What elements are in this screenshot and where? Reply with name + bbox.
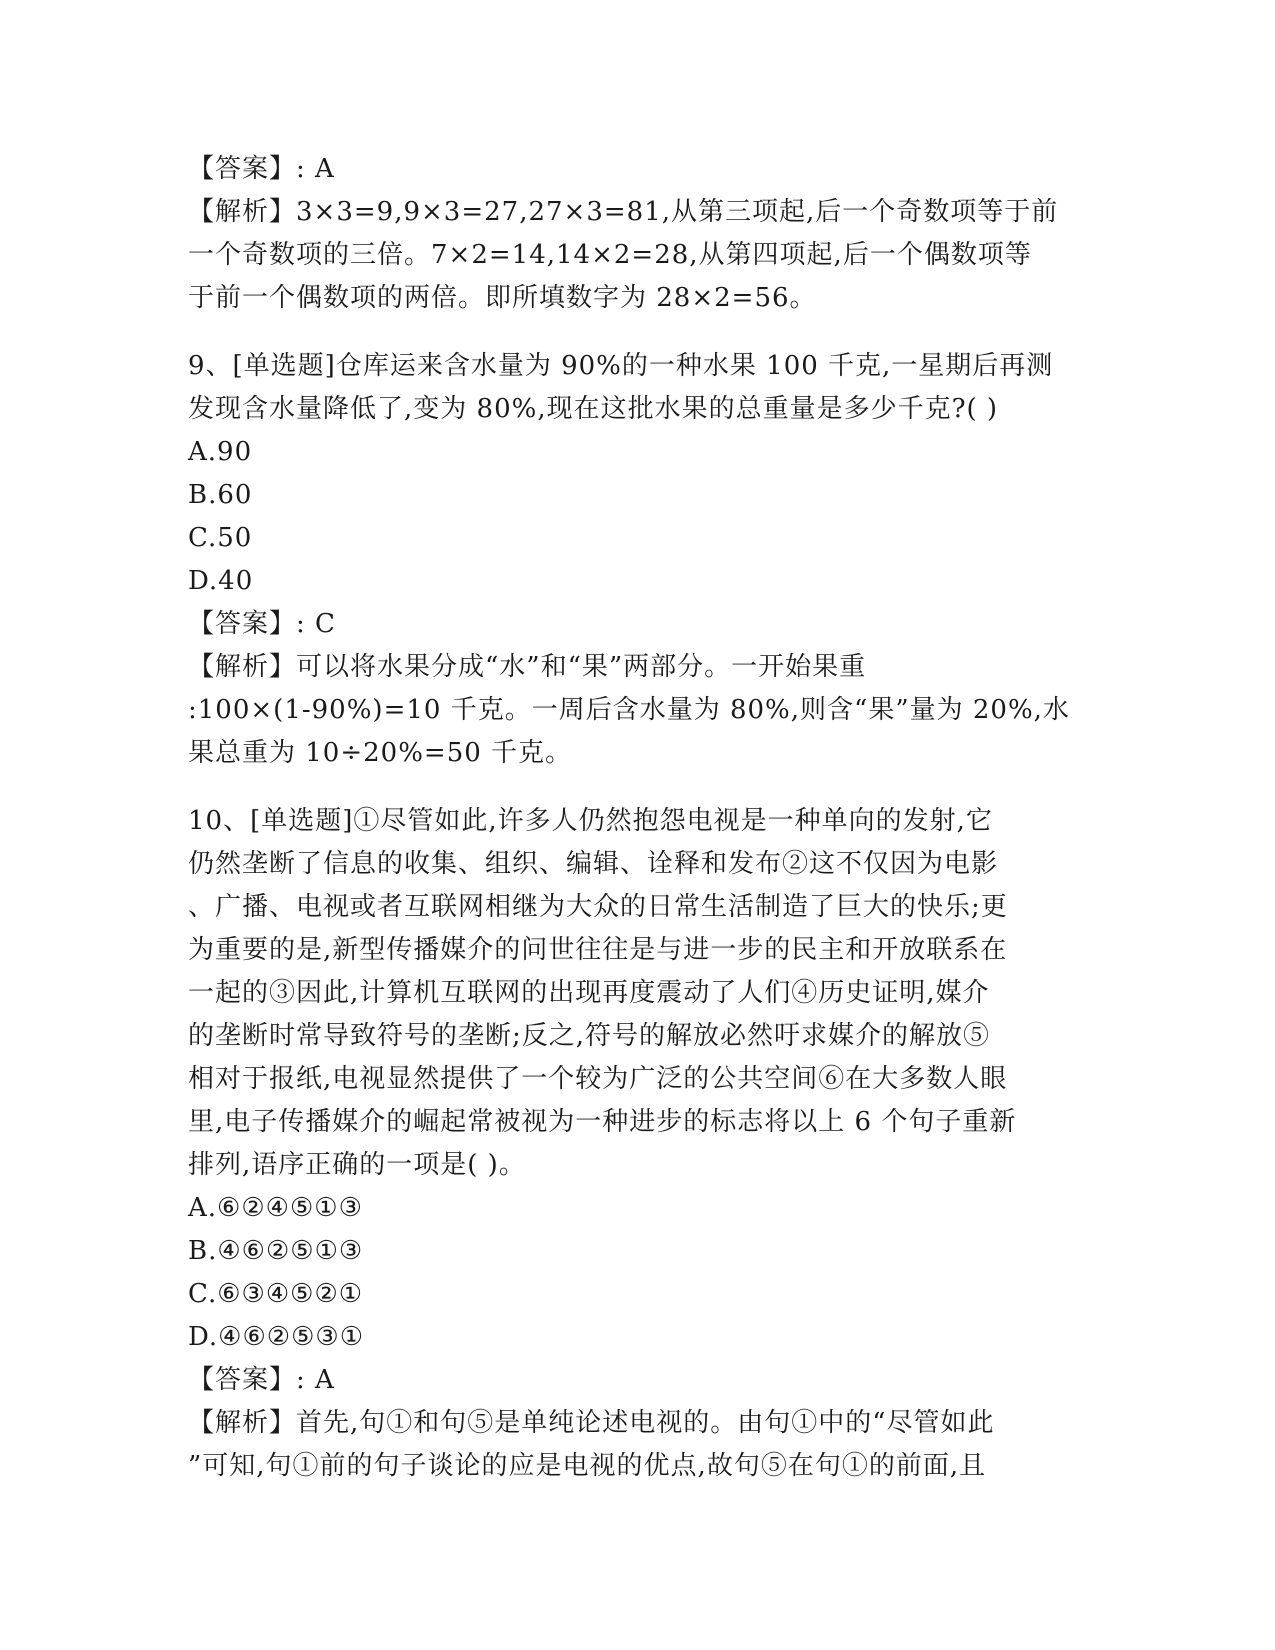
option-a: A.⑥②④⑤①③ <box>188 1193 363 1223</box>
question-text-line: 9、[单选题]仓库运来含水量为 90%的一种水果 100 千克,一星期后再测 <box>188 351 1054 381</box>
answer-line: 【答案】: C <box>188 609 336 639</box>
analysis-line: 【解析】可以将水果分成“水”和“果”两部分。一开始果重 <box>188 652 867 682</box>
analysis-line: 于前一个偶数项的两倍。即所填数字为 28×2=56。 <box>188 283 817 313</box>
option-c: C.⑥③④⑤②① <box>188 1279 364 1309</box>
question-text-line: 排列,语序正确的一项是( )。 <box>188 1150 526 1180</box>
analysis-line: 果总重为 10÷20%=50 千克。 <box>188 738 573 768</box>
document-page <box>188 148 1088 1488</box>
question-text-line: 里,电子传播媒介的崛起常被视为一种进步的标志将以上 6 个句子重新 <box>188 1107 1017 1137</box>
analysis-line: 一个奇数项的三倍。7×2=14,14×2=28,从第四项起,后一个偶数项等 <box>188 240 1032 270</box>
question-8-block <box>188 148 1088 320</box>
question-text-line: 10、[单选题]①尽管如此,许多人仍然抱怨电视是一种单向的发射,它 <box>188 806 993 836</box>
question-10-block <box>188 800 1088 1488</box>
option-d: D.40 <box>188 566 254 596</box>
question-text-line: 为重要的是,新型传播媒介的问世往往是与进一步的民主和开放联系在 <box>188 935 1008 965</box>
option-c: C.50 <box>188 523 253 553</box>
option-a: A.90 <box>188 437 253 467</box>
option-b: B.④⑥②⑤①③ <box>188 1236 364 1266</box>
question-text-line: 仍然垄断了信息的收集、组织、编辑、诠释和发布②这不仅因为电影 <box>188 849 999 879</box>
question-text-line: 发现含水量降低了,变为 80%,现在这批水果的总重量是多少千克?( ) <box>188 394 999 424</box>
answer-line: 【答案】: A <box>188 1365 335 1395</box>
question-9-block <box>188 345 1088 775</box>
question-text-line: 一起的③因此,计算机互联网的出现再度震动了人们④历史证明,媒介 <box>188 978 990 1008</box>
section-gap <box>188 775 1088 800</box>
analysis-line: 【解析】首先,句①和句⑤是单纯论述电视的。由句①中的“尽管如此 <box>188 1408 995 1438</box>
question-text-line: 的垄断时常导致符号的垄断;反之,符号的解放必然吁求媒介的解放⑤ <box>188 1021 991 1051</box>
option-b: B.60 <box>188 480 253 510</box>
analysis-line: ”可知,句①前的句子谈论的应是电视的优点,故句⑤在句①的前面,且 <box>188 1451 987 1481</box>
question-text-line: 相对于报纸,电视显然提供了一个较为广泛的公共空间⑥在大多数人眼 <box>188 1064 1008 1094</box>
option-d: D.④⑥②⑤③① <box>188 1322 365 1352</box>
question-text-line: 、广播、电视或者互联网相继为大众的日常生活制造了巨大的快乐;更 <box>188 892 1008 922</box>
analysis-line: 【解析】3×3=9,9×3=27,27×3=81,从第三项起,后一个奇数项等于前 <box>188 197 1059 227</box>
answer-line: 【答案】: A <box>188 154 335 184</box>
section-gap <box>188 320 1088 345</box>
analysis-line: :100×(1-90%)=10 千克。一周后含水量为 80%,则含“果”量为 20%,水 <box>188 695 1070 725</box>
